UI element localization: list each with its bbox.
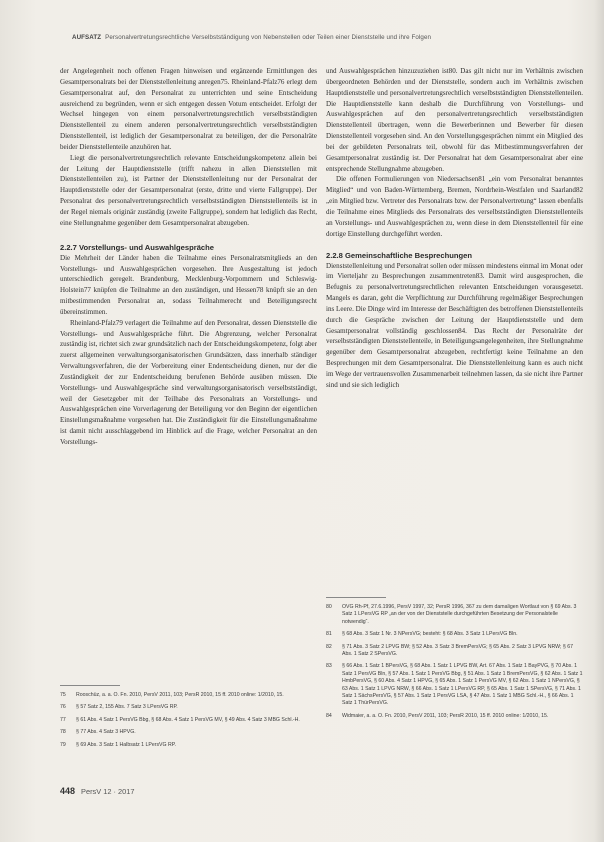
footnote-text: § 68 Abs. 3 Satz 1 Nr. 3 NPersVG; besteht: § 68 Abs. 3 Satz 1 LPersVG Bln. bbox=[342, 631, 518, 638]
footnote-text: § 71 Abs. 3 Satz 2 LPVG BW; § 52 Abs. 3 Satz 3 BremPersVG; § 65 Abs. 2 Satz 3 LPVG NRW; § 67 Abs. 1 Satz 2 SPersVG. bbox=[342, 643, 573, 658]
footnote bbox=[60, 704, 317, 711]
section-heading-2-2-7: 2.2.7 Vorstellungs- und Auswahlgespräche bbox=[60, 242, 215, 252]
paragraph: der Angelegenheit noch offenen Fragen hinweisen und ergänzende Ermittlungen des Gesamtpersonalrats bei der Dienststellenleitung anregen75. Rheinland-Pfalz76 erlegt dem Gesamtpersonalrat auf, den Personalrat zu unterrichten und seine Entscheidung ausreichend zu begründen, wenn er sich entgegen dessen Votum entscheidet. Erfolgt der Wechsel hingegen von einem personalvertretungsrechtlich verselbstständigten Dienststellenteil zu einem anderen personalvertretungsrechtlich verselbstständigten Dienststellenteil, ist lediglich der Gesamtpersonalrat zu beteiligen, der die Personalräte beider Dienststellenteile anzuhören hat. bbox=[60, 67, 317, 151]
left-column bbox=[60, 66, 317, 448]
footnote-text: Widmaier, a. a. O. Fn. 2010, PersV 2011, 103; PersR 2010, 15 ff. 2010 online: 1/2010, 15. bbox=[342, 712, 549, 719]
footnote-number: 76 bbox=[60, 704, 66, 711]
footnote-number: 83 bbox=[326, 663, 332, 670]
page-number: 448 bbox=[60, 786, 76, 796]
footnote bbox=[326, 631, 583, 638]
footnote-divider bbox=[326, 597, 386, 598]
paragraph: Dienststellenleitung und Personalrat sollen oder müssen mindestens einmal im Monat oder im Vierteljahr zu Besprechungen zusammentreten83. Damit wird ausgesprochen, die Befugnis zu personalvertretungsrechtlichen relevanten Entscheidungen vorausgesetzt. Mangels es daran, geht die Verpflichtung zur Durchführung regelmäßiger Besprechungen ins Leere. Die Dinge wird im Interesse der Beschäftigten des betroffenen Dienststellenteils durch die Gespräche zwischen der Leitung der Hauptdienststelle und dem Gesamtpersonalrat vollständig geschlossen84. Das Recht der Personalräte der verselbstständigten Dienststellenteile, in Beteiligungsangelegenheiten, ihre Stellungnahme gegenüber dem Gesamtpersonalrat abzugeben, rechtfertigt keine Teilnahme an den Besprechungen mit dem Gesamtpersonalrat. Die Dienststellenleitung kann es auch nicht im Wege der vertrauensvollen Zusammenarbeit teilnehmen lassen, da sie nicht ihre Partner sind und sie sich lediglich bbox=[326, 261, 583, 389]
footnote bbox=[326, 663, 583, 707]
paragraph: und Auswahlgesprächen hinzuzuziehen ist80. Das gilt nicht nur im Verhältnis zwischen übergeordneten Behörden und der Dienststelle, sondern auch im Verhältnis zwischen Hauptdienststelle und personalvertretungsrechtlich verselbstständigten Dienststellenteilen. Die Hauptdienststelle kann deshalb die Durchführung von Vorstellungs- und Auswahlgesprächen auf den personalvertretungsrechtlich verselbstständigten Dienststellenteil übertragen, wenn die Bewerberinnen und Bewerber für diesen Dienststellenteil vorgesehen sind. An den Vorstellungsgesprächen nimmt ein Mitglied des bei der gebildeten Personalrats teil, obwohl für das Mitbestimmungsverfahren der Gesamtpersonalrat zuständig ist. Der Personalrat hat dem Gesamtpersonalrat aber eine entsprechende Stellungnahme abzugeben. bbox=[326, 67, 583, 173]
section-heading-2-2-8: 2.2.8 Gemeinschaftliche Besprechungen bbox=[326, 250, 473, 260]
page-footer bbox=[60, 786, 134, 796]
footnote-number: 75 bbox=[60, 692, 66, 698]
footnote-text: § 69 Abs. 3 Satz 1 Halbsatz 1 LPersVG RP. bbox=[76, 741, 176, 748]
footnote bbox=[60, 729, 317, 736]
footnote-text: § 61 Abs. 4 Satz 1 PersVG Bbg, § 68 Abs. 4 Satz 1 PersVG MV, § 49 Abs. 4 Satz 3 MBG Schl.-H. bbox=[76, 716, 300, 723]
header-section-label: AUFSATZ bbox=[72, 34, 102, 41]
footnote bbox=[60, 692, 317, 699]
footnote-number: 79 bbox=[60, 741, 66, 748]
paragraph: Die Mehrheit der Länder haben die Teilnahme eines Personalratsmitglieds an den Vorstellungs- und Auswahlgesprächen vorgesehen. Ihre Ausgestaltung ist jedoch unterschiedlich geregelt. Brandenburg, Mecklenburg-Vorpommern und Schleswig-Holstein77 knüpfen die Teilnahme an den zuständigen, und Hessen78 knüpft sie an den mitbestimmenden Personalrat an, sodass Teilnahmerecht und Beteiligungsrecht übereinstimmen. bbox=[60, 253, 317, 316]
footnote bbox=[326, 713, 583, 720]
scan-edge-shadow bbox=[594, 0, 604, 842]
footnote-text: § 66 Abs. 1 Satz 1 BPersVG, § 68 Abs. 1 Satz 1 LPVG BW, Art. 67 Abs. 1 Satz 1 BayPVG, § 70 Abs. 1 Satz 1 PersVG Bln, § 57 Abs. 1 Satz 1 PersVG Bbg, § 51 Abs. 1 Satz 1 BremPersVG, § 62 Abs. 1 Satz 1 HmbPersVG, § 60 Abs. 4 Satz 1 HPVG, § 65 Abs. 1 Satz 1 PersVG MV, § 62 Abs. 1 Satz 1 NPersVG, § 63 Abs. 1 Satz 1 LPVG NRW, § 66 Abs. 1 Satz 1 LPersVG RP, § 65 Abs. 1 Satz 1 SPersVG, § 71 Abs. 1 Satz 1 SächsPersVG, § 57 Abs. 1 Satz 1 PersVG LSA, § 47 Abs. 1 Satz 1 MBG Schl.-H., § 66 Abs. 1 Satz 1 ThürPersVG. bbox=[342, 663, 583, 707]
paragraph: Die offenen Formulierungen von Niedersachsen81 „ein vom Personalrat benanntes Mitglied“ und von Baden-Württemberg, Bremen, Nordrhein-Westfalen und Saarland82 „ein Mitglied bzw. Vertreter des Personalrats bzw. der Personalvertretung“ lassen ebenfalls die Teilnahme eines Mitglieds des Personalrats des verselbstständigten Dienststellenteils an Vorstellungs- und Auswahlgesprächen zu, wenn diese in dem Dienststellenteil für eine dortige Einstellung durchgeführt werden. bbox=[326, 175, 583, 238]
footnote-number: 81 bbox=[326, 631, 332, 638]
footnotes-right bbox=[326, 597, 583, 725]
journal-issue: PersV 12 · 2017 bbox=[81, 787, 135, 796]
footnote-divider bbox=[60, 685, 120, 686]
running-header bbox=[72, 34, 576, 41]
right-column bbox=[326, 66, 583, 391]
footnote bbox=[60, 742, 317, 749]
footnote-text: § 57 Satz 2, 155 Abs. 7 Satz 3 LPersVG RP. bbox=[76, 704, 178, 711]
footnote-number: 82 bbox=[326, 643, 332, 650]
footnote-text: Rooschüz, a. a. O. Fn. 2010, PersV 2011, 103; PersR 2010, 15 ff. 2010 online: 1/2010, 15. bbox=[76, 692, 284, 698]
paragraph: Rheinland-Pfalz79 verlagert die Teilnahme auf den Personalrat, dessen Dienststelle die Vorstellungs- und Auswahlgespräche führt. Die Abgrenzung, welcher Personalrat zuständig ist, richtet sich zwar grundsätzlich nach der Entscheidungskompetenz, folgt aber zuerst allgemeinen verwaltungsorganisatorischen Grundsätzen, dass innerhalb ständiger Verwaltungsverfahren, die der Vorbereitung einer Endentscheidung dienen, nur der die Zuständigkeit der zur Endentscheidung berufenen Behörde ausüben müssen. Die Vorstellungs- und Auswahlgespräche sind verwaltungsorganisatorisch verselbstständigt, weil der Gesetzgeber mit der Teilhabe des Personalrats an Vorstellungs- und Auswahlgesprächen eine Vorverlagerung der Beteiligung vor den Beginn der eigentlichen Einstellungsmaßnahme vorgesehen hat. Die Zuständigkeit für die Einstellungsmaßnahme ist damit nicht ausschlaggebend im Hinblick auf die Frage, welcher Personalrat an den Vorstellungs- bbox=[60, 318, 317, 446]
footnote bbox=[326, 644, 583, 659]
footnote-number: 77 bbox=[60, 716, 66, 723]
footnote-number: 78 bbox=[60, 729, 66, 736]
footnote-text: OVG Rh-Pf, 27.6.1996, PersV 1997, 32; PersR 1996, 367 zu dem damaligen Wortlaut von § 69 Abs. 3 Satz 1 LPersVG RP „an der von der Dienststelle durchgeführten Besetzung der Personalstelle notwendig“. bbox=[342, 604, 577, 625]
footnote-number: 84 bbox=[326, 712, 332, 719]
footnote-number: 80 bbox=[326, 604, 332, 610]
header-article-title: Personalvertretungsrechtliche Verselbstständigung von Nebenstellen oder Teilen einer Dienststelle und ihre Folgen bbox=[105, 34, 432, 41]
footnotes-left bbox=[60, 685, 317, 754]
footnote bbox=[60, 717, 317, 724]
footnote-text: § 77 Abs. 4 Satz 3 HPVG. bbox=[76, 729, 136, 736]
paragraph: Liegt die personalvertretungsrechtlich relevante Entscheidungskompetenz allein bei der Leitung der Hauptdienststelle (trifft nahezu in allen Dienststellen mit Dienststellenteilen zu), ist Partner der Dienststellenleitung nur der Personalrat der Hauptdienststelle oder der Gesamtpersonalrat (erste, dritte und vierte Fallgruppe). Der Personalrat des personalvertretungsrechtlich verselbstständigten Dienststellenteils ist in der Regel niemals originär zuständig (zweite Fallgruppe), sondern hat lediglich das Recht, eine Stellungnahme gegenüber dem Gesamtpersonalrat abzugeben. bbox=[60, 153, 317, 227]
footnote bbox=[326, 604, 583, 626]
